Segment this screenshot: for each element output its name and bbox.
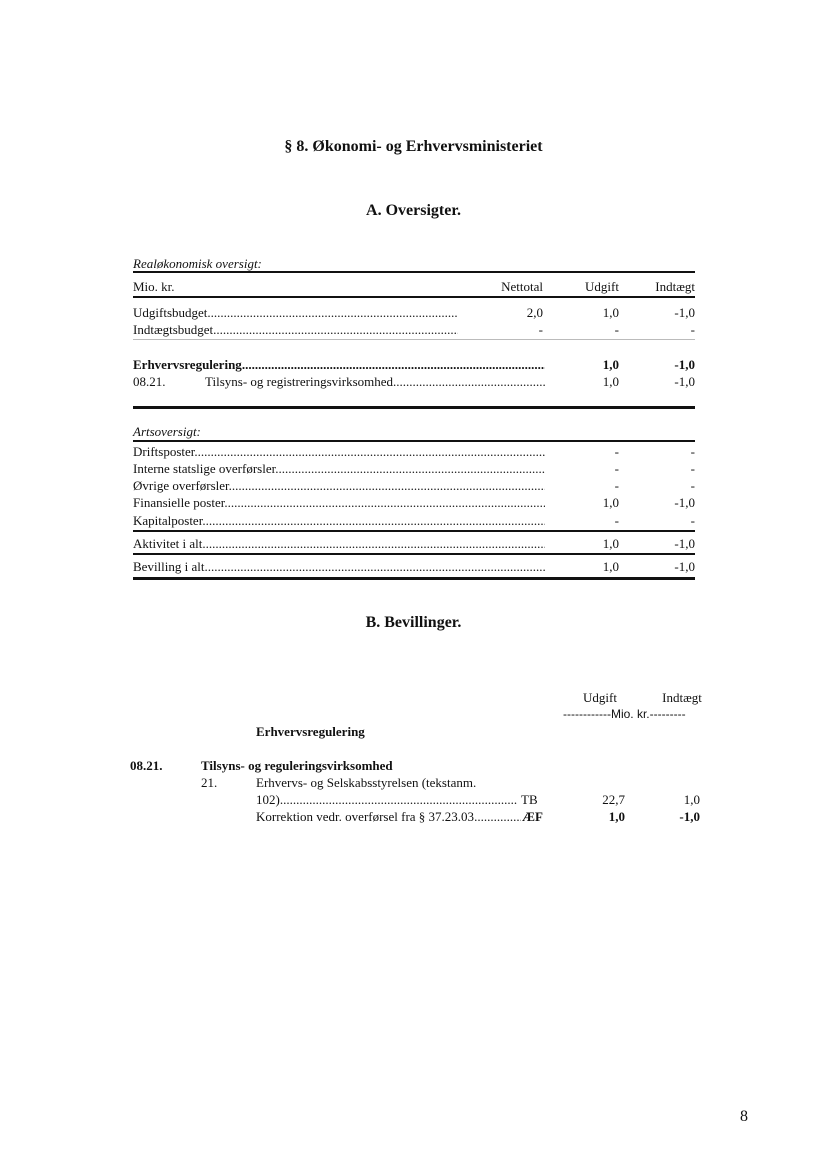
table-row xyxy=(133,461,695,479)
bev-korr-tag: ÆF xyxy=(522,809,543,824)
bevilling-indtaegt: -1,0 xyxy=(674,559,695,574)
bev-korr-udgift: 1,0 xyxy=(608,809,625,824)
row-indtaegt: -1,0 xyxy=(674,495,695,510)
table-row xyxy=(133,495,695,513)
group-udgift: 1,0 xyxy=(602,357,619,372)
table-row xyxy=(133,305,695,323)
header-rule xyxy=(133,296,695,298)
real-caption: Realøkonomisk oversigt: xyxy=(133,256,262,271)
row-udgift: - xyxy=(614,513,619,528)
thin-rule xyxy=(133,339,695,340)
bevilling-row xyxy=(133,559,695,577)
table-row xyxy=(133,513,695,531)
sub-udgift: 1,0 xyxy=(602,374,619,389)
sub-label: Tilsyns- og registreringsvirksomhed xyxy=(205,374,394,389)
col-nettotal: Nettotal xyxy=(501,279,543,294)
page-number: 8 xyxy=(740,1108,748,1125)
row-indtaegt: - xyxy=(690,478,695,493)
bottom-rule xyxy=(133,577,695,580)
real-header-row xyxy=(133,279,695,297)
thick-rule xyxy=(133,406,695,409)
row-label: Øvrige overførsler xyxy=(133,478,229,493)
row-udgift: - xyxy=(614,478,619,493)
row-label: Indtægtsbudget xyxy=(133,322,214,337)
row-indtaegt: - xyxy=(690,461,695,476)
group-indtaegt: -1,0 xyxy=(674,357,695,372)
aktivitet-indtaegt: -1,0 xyxy=(674,536,695,551)
bev-korr-indtaegt: -1,0 xyxy=(679,809,700,824)
table-row xyxy=(133,322,695,340)
bevilling-label: Bevilling i alt xyxy=(133,559,205,574)
bev-col-indtaegt: Indtægt xyxy=(662,690,702,705)
row-label: Udgiftsbudget xyxy=(133,305,208,320)
table-row xyxy=(133,478,695,496)
col-indtaegt: Indtægt xyxy=(655,279,695,294)
sub-row xyxy=(133,374,695,392)
bev-korr-label: Korrektion vedr. overførsel fra § 37.23.03 xyxy=(256,809,475,824)
group-row xyxy=(133,357,695,375)
row-label: Kapitalposter xyxy=(133,513,203,528)
row-indtaegt: - xyxy=(690,513,695,528)
row-label: Driftsposter xyxy=(133,444,195,459)
arts-mid-rule xyxy=(133,530,695,532)
bevilling-udgift: 1,0 xyxy=(602,559,619,574)
bev-item-udgift: 22,7 xyxy=(602,792,625,807)
row-label: Finansielle poster xyxy=(133,495,225,510)
bev-item-number: 21. xyxy=(201,775,218,790)
group-label: Erhvervsregulering xyxy=(133,357,242,372)
bev-item-line2-leader xyxy=(256,792,518,808)
bev-item-line2: 102) xyxy=(256,792,280,807)
row-udgift: - xyxy=(614,322,619,337)
section-b-heading: B. Bevillinger. xyxy=(365,614,462,631)
col-udgift: Udgift xyxy=(585,279,619,294)
bev-col-udgift: Udgift xyxy=(583,690,617,705)
row-indtaegt: - xyxy=(690,322,695,337)
table-top-rule xyxy=(133,271,695,273)
unit-label: Mio. kr. xyxy=(133,279,175,294)
bev-group: Erhvervsregulering xyxy=(256,724,365,739)
row-udgift: - xyxy=(614,444,619,459)
table-row xyxy=(133,444,695,462)
row-udgift: 1,0 xyxy=(602,305,619,320)
row-indtaegt: -1,0 xyxy=(674,305,695,320)
row-indtaegt: - xyxy=(690,444,695,459)
aktivitet-row xyxy=(133,536,695,554)
bev-item-tag: TB xyxy=(521,792,538,807)
row-udgift: - xyxy=(614,461,619,476)
section-a-heading: A. Oversigter. xyxy=(366,202,461,219)
arts-top-rule xyxy=(133,440,695,442)
aktivitet-label: Aktivitet i alt xyxy=(133,536,203,551)
bev-heading: Tilsyns- og reguleringsvirksomhed xyxy=(201,758,393,773)
bev-number: 08.21. xyxy=(130,758,163,773)
page-title: § 8. Økonomi- og Erhvervsministeriet xyxy=(284,138,543,155)
bev-unit-line: ------------Mio. kr.--------- xyxy=(563,707,686,721)
row-udgift: 1,0 xyxy=(602,495,619,510)
row-nettotal: - xyxy=(538,322,543,337)
row-label: Interne statslige overførsler xyxy=(133,461,276,476)
aktivitet-udgift: 1,0 xyxy=(602,536,619,551)
row-nettotal: 2,0 xyxy=(526,305,543,320)
bev-item-indtaegt: 1,0 xyxy=(683,792,700,807)
sub-number: 08.21. xyxy=(133,374,166,389)
sub-indtaegt: -1,0 xyxy=(674,374,695,389)
bev-item-line1: Erhvervs- og Selskabsstyrelsen (tekstanm. xyxy=(256,775,477,790)
arts-caption: Artsoversigt: xyxy=(133,424,201,439)
aktivitet-rule xyxy=(133,553,695,555)
bev-korr-leader xyxy=(256,809,521,825)
